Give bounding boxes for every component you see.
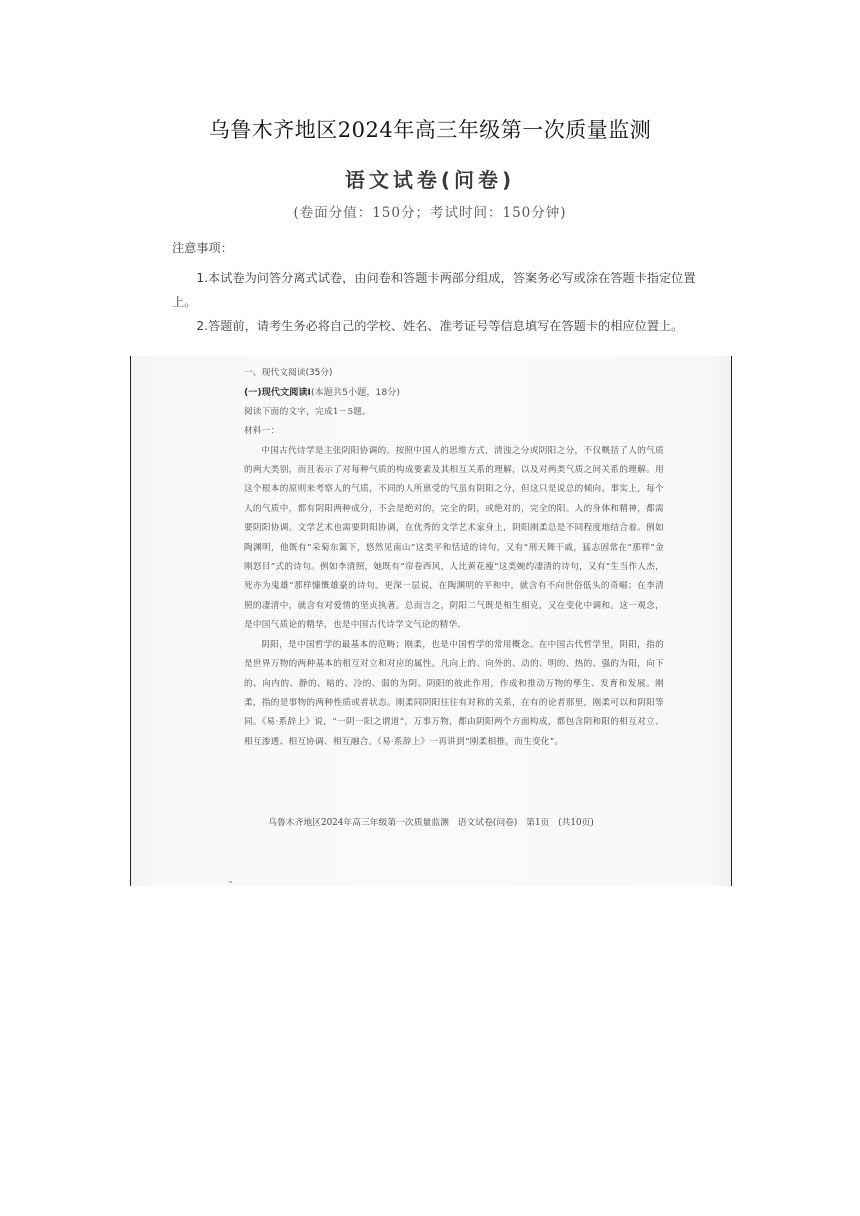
passage-paragraph: 阴阳，是中国哲学的最基本的范畴；刚柔，也是中国哲学的常用概念。在中国古代哲学里，阴阳，指的是世界万物的两种基本的相互对立和对应的属性。凡向上的、向外的、动的、明的、热的、强的为阳，向下的、向内的、静的、暗的、冷的、弱的为阴。阴阳的彼此作用，作成和推动万物的孳生、发育和发展。刚柔，指的是事物的两种性质或者状态。刚柔同阴阳往往有对称的关系，在有的论者那里，刚柔可以和阴阳等同。《易·系辞上》说，“一阴一阳之谓道”，万事万物，都由阴阳两个方面构成，都包含阴和阳的相互对立、相互渗透、相互协调、相互融合。《易·系辞上》一再讲到“刚柔相推，而生变化”。	[244, 639, 664, 747]
notice-block	[172, 236, 702, 338]
reading-instruction: 阅读下面的文字，完成1－5题。	[244, 406, 372, 417]
subsection-title: (一)现代文阅读Ⅰ	[244, 387, 311, 399]
notice-item: 2.答题前，请考生务必将自己的学校、姓名、准考证号等信息填写在答题卡的相应位置上。	[196, 319, 684, 333]
scan-page-footer: 乌鲁木齐地区2024年高三年级第一次质量监测 语文试卷(问卷) 第1页 (共10页)	[268, 818, 594, 828]
page-title: 乌鲁木齐地区2024年高三年级第一次质量监测	[208, 118, 652, 142]
scanned-exam-page	[130, 356, 732, 886]
notice-item: 1.本试卷为问答分离式试卷，由问卷和答题卡两部分组成，答案务必写或涂在答题卡指定位置上。	[172, 271, 696, 309]
section-heading: 一、现代文阅读(35分)	[244, 368, 333, 378]
subsection-note: (本题共5小题，18分)	[310, 387, 400, 399]
scanned-page-content	[244, 364, 664, 752]
material-label: 材料一：	[244, 426, 280, 437]
passage-paragraph: 中国古代诗学是主张阴阳协调的。按照中国人的思维方式，清浊之分或阴阳之分，不仅概括了人的气质的两大类别，而且表示了对每种气质的构成要素及其相互关系的理解，以及对两类气质之间关系的理解。用这个根本的原则来考察人的气质，不同的人所禀受的气虽有阴阳之分，但这只是说总的倾向。事实上，每个人的气质中，都有阴阳两种成分，不会是绝对的，完全的阴，或绝对的，完全的阳。人的身体和精神，都需要阴阳协调。文学艺术也需要阴阳协调，在优秀的文学艺术家身上，阴阳刚柔总是不同程度地结合着。例如陶渊明，他既有“采菊东篱下，悠然见南山”这类平和恬适的诗句，又有“刑天舞干戚，猛志固常在”那样“金刚怒目”式的诗句。例如李清照，她既有“帘卷西风，人比黄花瘦”这类婉约凄清的诗句，又有“生当作人杰，死亦为鬼雄”那样慷慨雄豪的诗句。更深一层说，在陶渊明的平和中，就含有不向世俗低头的奇崛；在李清照的凄清中，就含有对爱情的坚贞执著。总而言之，阴阳二气既是相生相克，又在变化中调和。这一观念，是中国气质论的精华，也是中国古代诗学文气论的精华。	[244, 445, 664, 631]
exam-info: (卷面分值：150分；考试时间：150分钟)	[293, 205, 567, 221]
subsection-heading	[244, 383, 664, 402]
exam-title: 语文试卷(问卷)	[344, 168, 516, 192]
scan-speck	[229, 881, 232, 883]
notice-heading: 注意事项：	[172, 241, 233, 255]
